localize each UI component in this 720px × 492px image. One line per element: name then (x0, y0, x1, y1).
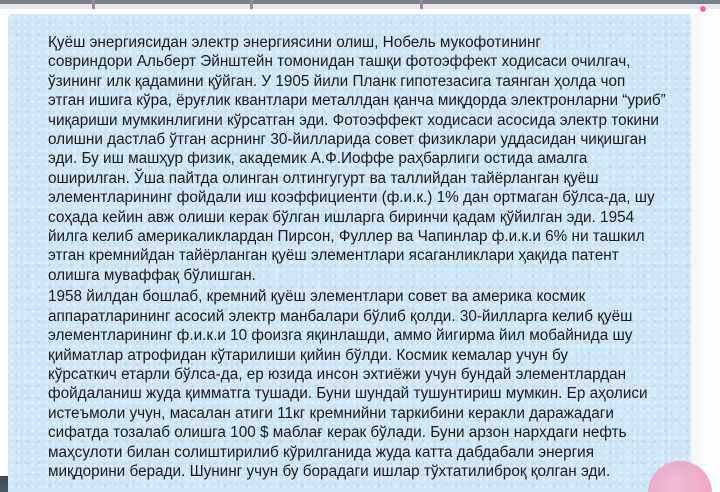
text-line: 1958 йилдан бошлаб, кремний қуёш элементлари совет ва америка космик (48, 288, 586, 306)
right-margin (691, 14, 720, 492)
text-line: аппаратларининг асосий электр манбалари бўлиб қолди. 30-йилларга келиб қуёш (48, 307, 633, 325)
text-line: миқдорини беради. Шунинг учун бу борадаги ишлар тўхтатилиброқ қолган эди. (48, 462, 611, 480)
document-body (18, 33, 690, 481)
top-frame-divider (92, 0, 95, 9)
text-line: этган кремнийдан тайёрланган қуёш элементлари ясаганликлари ҳақида патент (48, 247, 619, 265)
text-line: қийматлар атрофидан кўтарилиши қийин бўлди. Космик кемалар учун бу (48, 346, 569, 364)
paragraph-2 (18, 287, 690, 481)
text-line: оширилган. Ўша пайтда олинган олтингугурт ва таллийдан тайёрланган қуёш (48, 169, 599, 187)
text-line: этган ишига кўра, ёруғлик квантлари металлдан қанча миқдорда электронларни “уриб” (48, 92, 666, 110)
top-frame-bar (0, 0, 720, 4)
text-line: эди. Бу иш машҳур физик, академик А.Ф.Иоффе раҳбарлиги остида амалга (48, 150, 588, 168)
text-line: соҳада кейин авж олиши керак бўлган ишларга биринчи қадам қўйилган эди. 1954 (48, 208, 635, 226)
text-line: йилга келиб америкаликлардан Пирсон, Фуллер ва Чапинлар ф.и.к.и 6% ни ташкил (48, 228, 645, 246)
decorative-dot (700, 6, 706, 12)
text-line: сифатда тозалаб олишга 100 $ маблағ керак бўлади. Буни арзон нархдаги нефть (48, 424, 627, 442)
text-line: истеъмоли учун, масалан атиги 11кг кремнийни таркибини керакли даражадаги (48, 404, 614, 422)
top-frame-divider (420, 0, 423, 9)
text-line: элементларининг фойдали иш коэффициенти (ф.и.к.) 1% дан ортмаган бўлса-да, шу (48, 189, 655, 207)
text-line: элементларининг ф.и.к.и 10 фоизга яқинлашди, аммо йигирма йил мобайнида шу (48, 327, 633, 345)
top-frame-divider (250, 0, 253, 9)
text-line: олишга муваффақ бўлишган. (48, 266, 256, 284)
text-line: ўзининг илк қадамини қўйган. У 1905 йили Планк гипотезасига таянган ҳолда чоп (48, 72, 626, 90)
text-line: фойдаланиш жуда қимматга тушади. Буни шундай тушунтириш мумкин. Ер аҳолиси (48, 385, 648, 403)
paragraph-1 (18, 33, 690, 285)
text-line: маҳсулоти билан солиштирилиб кўрилганида жуда катта дабдабали энергия (48, 443, 594, 461)
text-line: олишни дастлаб ўтган асрнинг 30-йилларида совет физиклари уддасидан чиқишган (48, 131, 647, 149)
text-line: Қуёш энергиясидан электр энергиясини олиш, Нобель мукофотининг (48, 34, 541, 51)
text-line: кўрсаткич етарли бўлса-да, ер юзида инсон эхтиёжи учун бундай элементлардан (48, 365, 627, 383)
text-line: чиқариши мумкинлигини кўрсатган эди. Фотоэффект ходисаси асосида электр токини (48, 111, 659, 129)
text-line: совриндори Альберт Эйнштейн томонидан ташқи фотоэффект ходисаси очилгач, (48, 53, 631, 71)
